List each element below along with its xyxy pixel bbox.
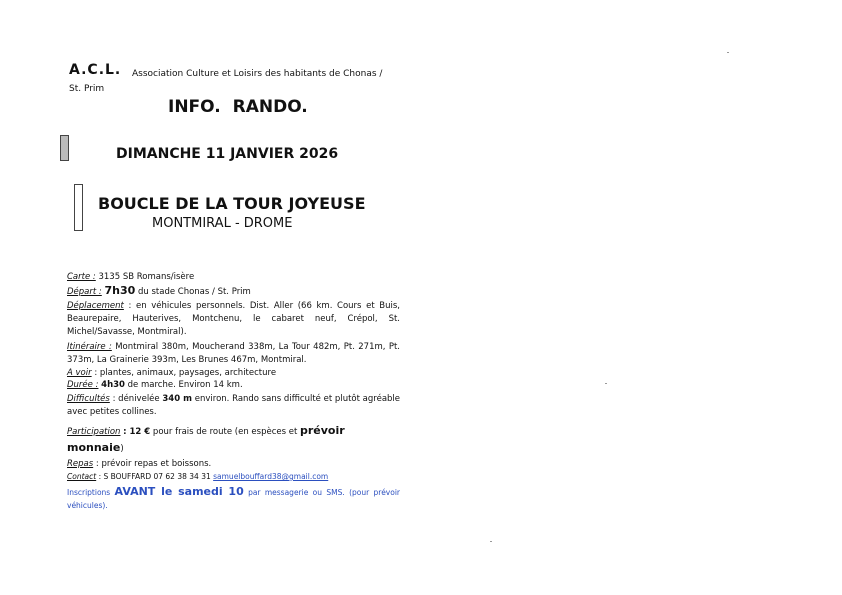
- depart-label: Départ :: [67, 287, 102, 297]
- itineraire-label: Itinéraire :: [67, 342, 112, 352]
- participation-line-2: [67, 441, 124, 454]
- event-date: DIMANCHE 11 JANVIER 2026: [116, 146, 339, 162]
- participation-label: Participation: [67, 427, 121, 437]
- inscription-line: [67, 485, 400, 512]
- avoir-value: : plantes, animaux, paysages, architecture: [94, 368, 277, 378]
- scan-speck: [727, 52, 729, 53]
- page-title: INFO. RANDO.: [168, 97, 308, 117]
- itineraire-value: Montmiral 380m, Moucherand 338m, La Tour 482m, Pt. 271m, Pt. 373m, La Grainerie 393m, Les Brunes 467m, Montmiral.: [67, 342, 400, 365]
- difficultes-line: [67, 393, 400, 419]
- contact-line: [67, 472, 328, 481]
- participation-line: [67, 424, 345, 437]
- avoir-label: A voir: [67, 368, 92, 378]
- scan-speck: [490, 541, 492, 542]
- carte-line: [67, 272, 194, 282]
- carte-label: Carte :: [67, 272, 96, 282]
- participation-bold: prévoir: [300, 424, 345, 437]
- participation-bold-2: monnaie: [67, 441, 121, 454]
- contact-value: : S BOUFFARD 07 62 38 34 31: [98, 472, 211, 481]
- association-name: Association Culture et Loisirs des habitants de Chonas /: [132, 69, 383, 79]
- participation-value: pour frais de route (en espèces et: [152, 427, 298, 437]
- contact-label: Contact: [67, 472, 97, 481]
- depart-line: [67, 284, 251, 297]
- repas-value: : prévoir repas et boissons.: [95, 459, 212, 469]
- association-location: St. Prim: [69, 84, 105, 94]
- acl-logo-text: A.C.L.: [69, 62, 122, 78]
- marker-bar-icon: [60, 135, 69, 161]
- avoir-line: [67, 368, 276, 378]
- itineraire-line: [67, 341, 400, 367]
- difficultes-label: Difficultés: [67, 394, 110, 404]
- deplacement-label: Déplacement: [67, 301, 124, 311]
- inscription-bold: AVANT le samedi 10: [114, 485, 244, 498]
- difficultes-pre: : dénivelée: [112, 394, 160, 404]
- duree-label: Durée :: [67, 380, 99, 390]
- difficultes-value: environ. Rando sans difficulté et plutôt agréable avec petites collines.: [67, 394, 401, 417]
- duree-value: de marche. Environ 14 km.: [127, 380, 243, 390]
- contact-email-link[interactable]: samuelbouffard38@gmail.com: [213, 472, 329, 481]
- duree-line: [67, 380, 243, 390]
- deplacement-value: : en véhicules personnels. Dist. Aller (66 km. Cours et Buis, Beaurepaire, Hauterives, Montchenu, le cabaret neuf, Crépol, St. Michel/Savasse, Montmiral).: [67, 301, 400, 337]
- participation-amount: : 12 €: [123, 427, 151, 437]
- inscription-pre: Inscriptions: [67, 488, 111, 497]
- depart-value: du stade Chonas / St. Prim: [137, 287, 251, 297]
- repas-line: [67, 459, 211, 469]
- event-location: MONTMIRAL - DROME: [152, 216, 293, 231]
- event-title: BOUCLE DE LA TOUR JOYEUSE: [98, 194, 366, 213]
- duree-time: 4h30: [101, 380, 125, 390]
- scan-speck: [605, 383, 607, 384]
- marker-bracket-icon: [74, 184, 83, 231]
- deplacement-line: [67, 300, 400, 339]
- participation-end: ): [120, 444, 124, 454]
- difficultes-amount: 340 m: [162, 394, 192, 404]
- inscription-value: par messagerie ou SMS. (pour prévoir véhicules).: [67, 488, 401, 510]
- depart-time: 7h30: [104, 284, 136, 297]
- carte-value: 3135 SB Romans/isère: [98, 272, 195, 282]
- repas-label: Repas: [67, 459, 94, 469]
